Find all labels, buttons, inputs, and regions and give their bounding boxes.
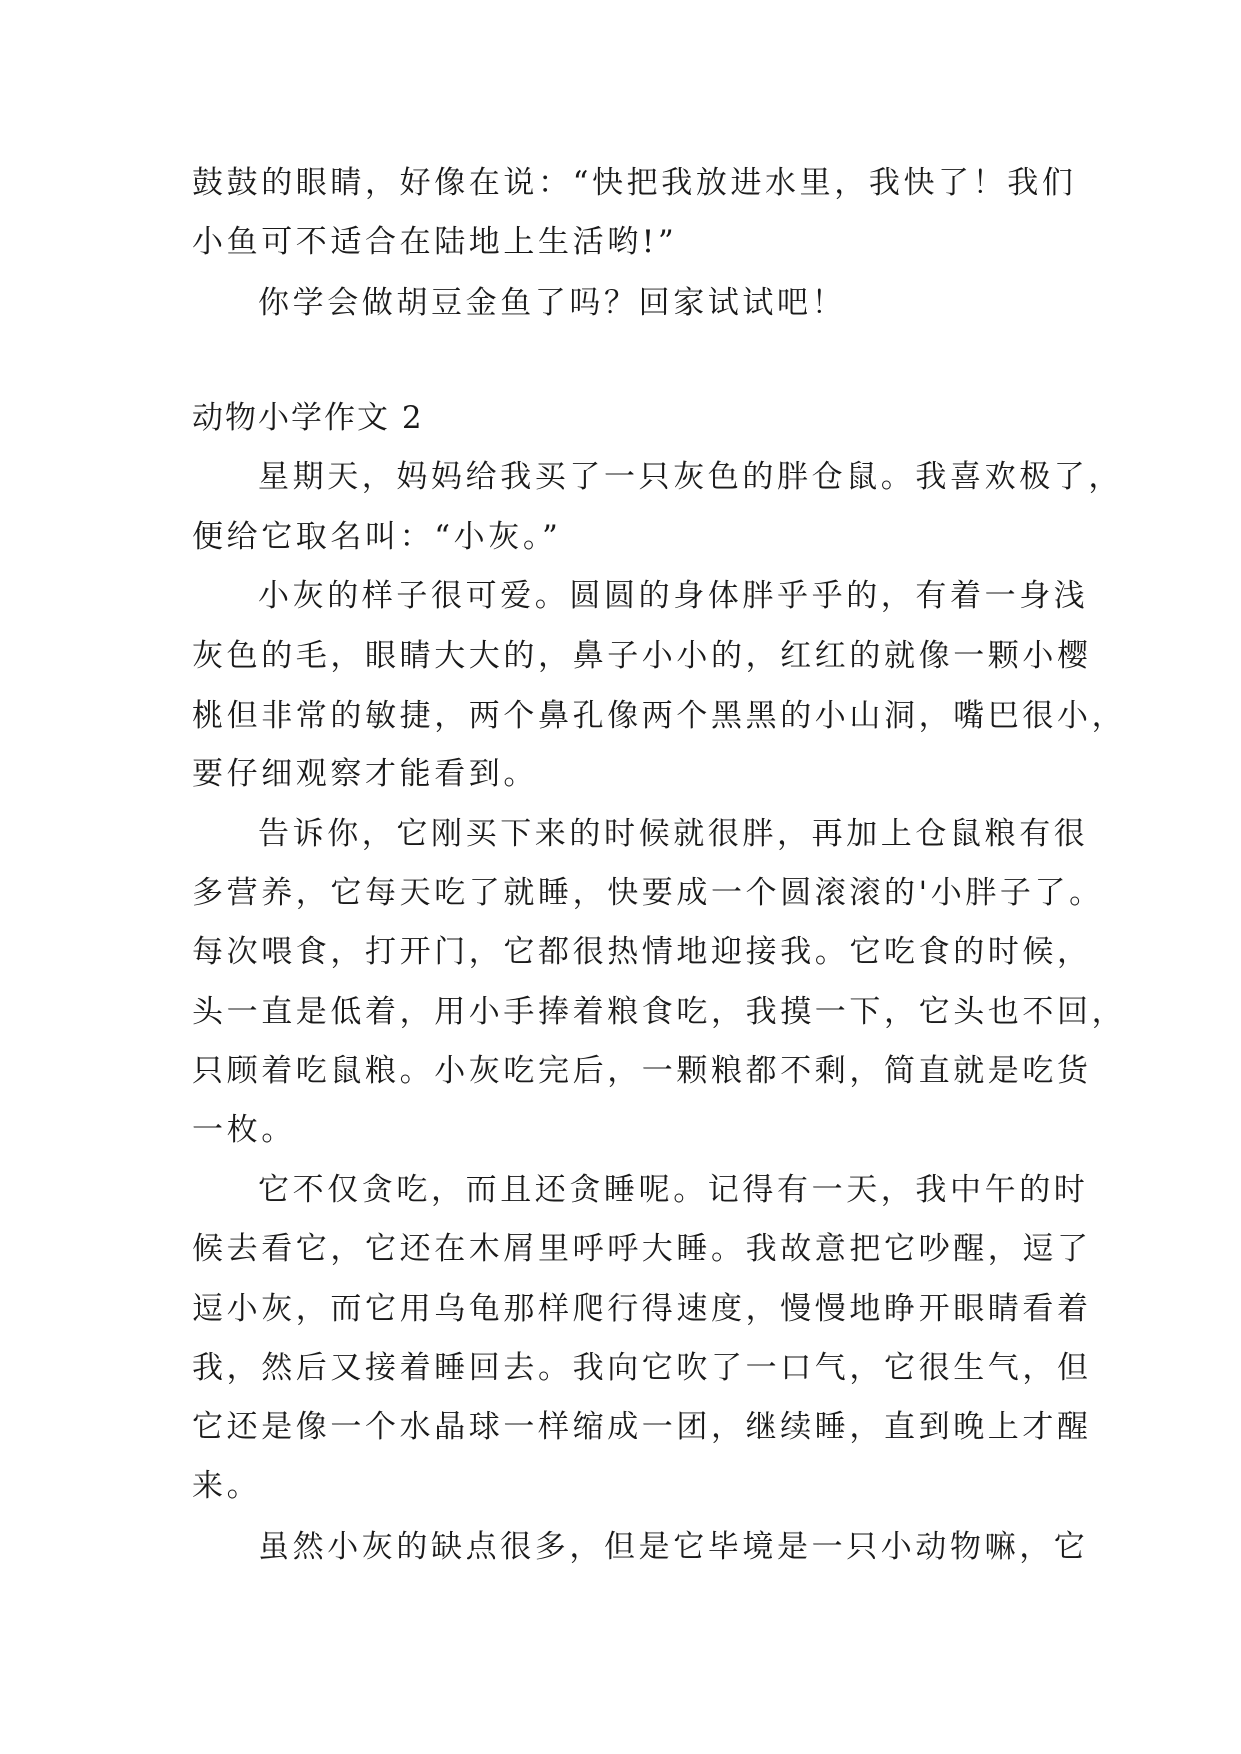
text-line: 星期天，妈妈给我买了一只灰色的胖仓鼠。我喜欢极了， xyxy=(258,459,1123,495)
text-line: 告诉你，它刚买下来的时候就很胖，再加上仓鼠粮有很 xyxy=(258,816,1089,852)
text-line: 你学会做胡豆金鱼了吗？回家试试吧！ xyxy=(258,285,847,321)
text-line: 每次喂食，打开门，它都很热情地迎接我。它吃食的时候， xyxy=(192,934,1092,970)
text-line: 候去看它，它还在木屑里呼呼大睡。我故意把它吵醒，逗了 xyxy=(192,1231,1092,1267)
text-line: 灰色的毛，眼睛大大的，鼻子小小的，红红的就像一颗小樱 xyxy=(192,638,1092,674)
text-line: 只顾着吃鼠粮。小灰吃完后，一颗粮都不剩，简直就是吃货 xyxy=(192,1053,1092,1089)
text-line: 要仔细观察才能看到。 xyxy=(192,756,538,792)
text-line: 一枚。 xyxy=(192,1112,296,1148)
text-line: 小鱼可不适合在陆地上生活哟!” xyxy=(192,224,678,260)
section-heading: 动物小学作文 2 xyxy=(192,400,424,436)
text-line: 头一直是低着，用小手捧着粮食吃，我摸一下，它头也不回， xyxy=(192,994,1127,1030)
text-line: 鼓鼓的眼睛，好像在说：“快把我放进水里，我快了！我们 xyxy=(192,165,1077,201)
text-line: 它不仅贪吃，而且还贪睡呢。记得有一天，我中午的时 xyxy=(258,1172,1089,1208)
text-line: 桃但非常的敏捷，两个鼻孔像两个黑黑的小山洞，嘴巴很小， xyxy=(192,698,1127,734)
text-line: 多营养，它每天吃了就睡，快要成一个圆滚滚的'小胖子了。 xyxy=(192,875,1104,911)
text-line: 我，然后又接着睡回去。我向它吹了一口气，它很生气，但 xyxy=(192,1350,1092,1386)
text-line: 小灰的样子很可爱。圆圆的身体胖乎乎的，有着一身浅 xyxy=(258,578,1089,614)
text-line: 逗小灰，而它用乌龟那样爬行得速度，慢慢地睁开眼睛看着 xyxy=(192,1291,1092,1327)
text-line: 便给它取名叫：“小灰。” xyxy=(192,519,562,555)
text-line: 虽然小灰的缺点很多，但是它毕境是一只小动物嘛，它 xyxy=(258,1529,1089,1565)
text-line: 它还是像一个水晶球一样缩成一团，继续睡，直到晚上才醒 xyxy=(192,1409,1092,1445)
text-line: 来。 xyxy=(192,1468,262,1504)
